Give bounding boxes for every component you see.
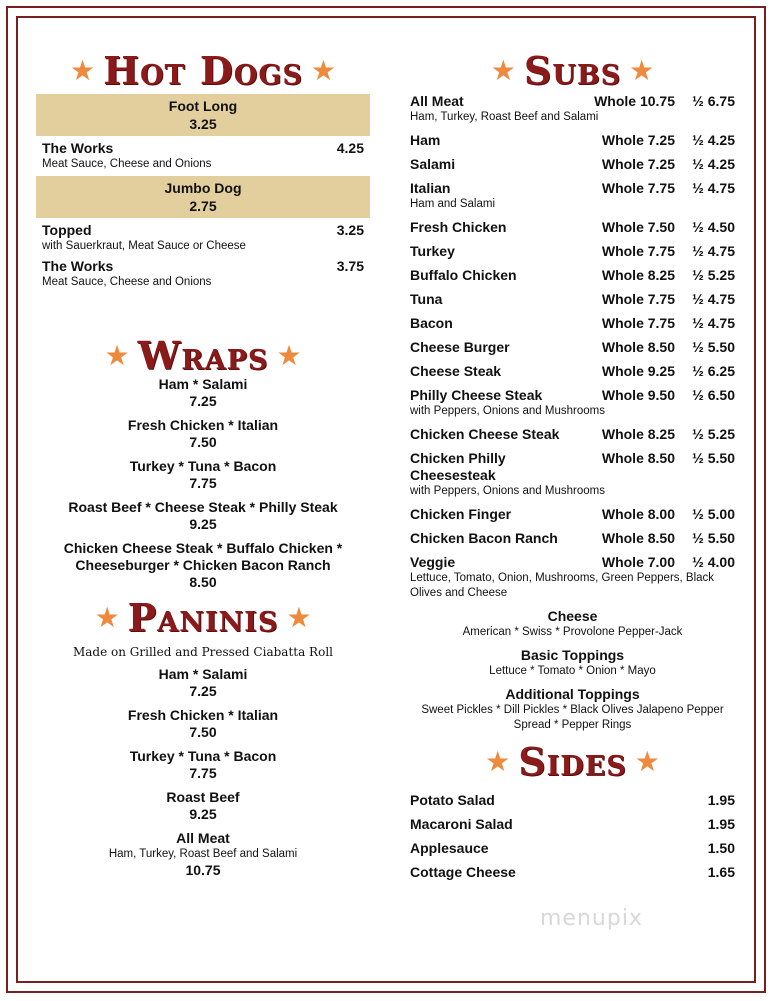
star-icon: ★ — [94, 602, 120, 633]
subs-title: Subs — [523, 48, 622, 93]
hot-dog-row — [36, 258, 370, 275]
sub-row — [410, 315, 735, 332]
item-name: Roast Beef * Cheese Steak * Philly Steak — [68, 499, 338, 515]
sides-header — [410, 739, 735, 785]
item-name: Chicken Bacon Ranch — [410, 530, 558, 546]
item-description: Meat Sauce, Cheese and Onions — [42, 158, 212, 170]
sub-row — [410, 132, 735, 149]
whole-price: Whole 8.25 — [601, 267, 675, 283]
half-price: ½ 6.50 — [692, 387, 735, 403]
whole-price: Whole 8.50 — [601, 530, 675, 546]
item-name: Buffalo Chicken — [410, 267, 517, 283]
item-description: Meat Sauce, Cheese and Onions — [42, 276, 212, 288]
item-name: Roast Beef — [166, 789, 240, 805]
item-name: Chicken Cheese Steak — [410, 426, 560, 442]
whole-price: Whole 8.00 — [601, 506, 675, 522]
star-icon: ★ — [286, 602, 312, 633]
star-icon: ★ — [634, 746, 660, 777]
sub-row — [410, 156, 735, 173]
item-name: Turkey * Tuna * Bacon — [129, 458, 277, 474]
star-icon: ★ — [485, 746, 511, 777]
item-name: Applesauce — [410, 840, 489, 856]
side-row — [410, 840, 735, 857]
item-description: with Sauerkraut, Meat Sauce or Cheese — [42, 240, 246, 252]
half-price: ½ 4.75 — [692, 180, 735, 196]
additional-toppings-label: Additional Toppings — [505, 686, 640, 702]
item-price: 1.95 — [707, 816, 735, 832]
wrap-item — [36, 499, 370, 533]
wraps-items — [36, 376, 370, 591]
item-name: Salami — [410, 156, 456, 172]
half-price: ½ 5.25 — [692, 267, 735, 283]
item-price: 1.65 — [707, 864, 735, 880]
wrap-item — [36, 376, 370, 410]
item-description: with Peppers, Onions and Mushrooms — [410, 405, 605, 417]
item-name: Cottage Cheese — [410, 864, 516, 880]
foot-long-price: 3.25 — [189, 116, 217, 132]
hot-dog-row — [36, 222, 370, 239]
item-name: Macaroni Salad — [410, 816, 513, 832]
item-name: Ham * Salami — [158, 666, 248, 682]
item-name: Chicken Finger — [410, 506, 512, 522]
item-name: Ham * Salami — [158, 376, 248, 392]
paninis-title: Paninis — [127, 595, 279, 640]
star-icon: ★ — [490, 55, 516, 86]
whole-price: Whole 8.50 — [601, 339, 675, 355]
item-name: All Meat — [176, 830, 230, 846]
paninis-items — [36, 666, 370, 879]
sub-row — [410, 426, 735, 443]
whole-price: Whole 7.75 — [601, 180, 675, 196]
item-price: 7.75 — [189, 765, 217, 781]
item-price: 1.95 — [707, 792, 735, 808]
panini-item — [36, 748, 370, 782]
item-description: Ham and Salami — [410, 198, 496, 210]
wrap-item — [36, 417, 370, 451]
sub-row — [410, 267, 735, 284]
half-price: ½ 4.75 — [692, 315, 735, 331]
item-name: Italian — [410, 180, 451, 196]
item-price: 10.75 — [185, 862, 221, 878]
additional-toppings-list: Sweet Pickles * Dill Pickles * Black Olives Jalapeno Pepper Spread * Pepper Rings — [421, 704, 724, 731]
side-row — [410, 864, 735, 881]
star-icon: ★ — [104, 340, 130, 371]
foot-long-label: Foot Long — [168, 98, 238, 114]
foot-long-items — [36, 140, 370, 172]
paninis-note: Made on Grilled and Pressed Ciabatta Roll — [72, 645, 333, 659]
whole-price: Whole 8.50 — [601, 450, 675, 466]
panini-item — [36, 707, 370, 741]
item-name: Fresh Chicken * Italian — [127, 707, 279, 723]
jumbo-dog-band — [36, 176, 370, 218]
item-name: Cheese Steak — [410, 363, 502, 379]
subs-header — [410, 48, 735, 94]
half-price: ½ 4.00 — [692, 554, 735, 570]
item-price: 7.25 — [189, 683, 217, 699]
item-name: Veggie — [410, 554, 456, 570]
whole-price: Whole 7.75 — [601, 315, 675, 331]
item-description: Lettuce, Tomato, Onion, Mushrooms, Green Peppers, Black Olives and Cheese — [410, 572, 715, 599]
wrap-item — [36, 458, 370, 492]
item-name: Fresh Chicken — [410, 219, 507, 235]
whole-price: Whole 7.25 — [601, 132, 675, 148]
star-icon: ★ — [629, 55, 655, 86]
item-name: Fresh Chicken * Italian — [127, 417, 279, 433]
whole-price: Whole 7.25 — [601, 156, 675, 172]
cheese-list: American * Swiss * Provolone Pepper-Jack — [462, 626, 683, 638]
sub-row — [410, 219, 735, 236]
whole-price: Whole 10.75 — [594, 93, 675, 109]
whole-price: Whole 7.75 — [601, 243, 675, 259]
side-row — [410, 816, 735, 833]
sub-row — [410, 93, 735, 110]
item-name: The Works — [42, 140, 114, 156]
item-name: Tuna — [410, 291, 443, 307]
item-price: 1.50 — [707, 840, 735, 856]
star-icon: ★ — [70, 55, 96, 86]
wraps-header — [36, 333, 370, 379]
basic-toppings-label: Basic Toppings — [520, 647, 625, 663]
item-price: 9.25 — [189, 516, 217, 532]
half-price: ½ 4.75 — [692, 291, 735, 307]
hot-dogs-title: Hot Dogs — [103, 48, 303, 93]
item-price: 4.25 — [336, 140, 364, 156]
star-icon: ★ — [310, 55, 336, 86]
subs-items — [410, 93, 735, 601]
half-price: ½ 4.25 — [692, 156, 735, 172]
item-description: Ham, Turkey, Roast Beef and Salami — [410, 111, 599, 123]
half-price: ½ 4.75 — [692, 243, 735, 259]
item-name: Philly Cheese Steak — [410, 387, 543, 403]
panini-item — [36, 789, 370, 823]
item-price: 7.50 — [189, 724, 217, 740]
item-name: Chicken Philly Cheesesteak — [410, 450, 506, 483]
sub-row — [410, 291, 735, 308]
sides-title: Sides — [518, 739, 627, 784]
paninis-header — [36, 595, 370, 641]
item-name: Turkey * Tuna * Bacon — [129, 748, 277, 764]
half-price: ½ 5.25 — [692, 426, 735, 442]
item-price: 3.25 — [336, 222, 364, 238]
sub-row — [410, 243, 735, 260]
panini-item — [36, 830, 370, 879]
wrap-item — [36, 540, 370, 591]
sub-row — [410, 180, 735, 197]
item-description: Ham, Turkey, Roast Beef and Salami — [108, 848, 298, 860]
sub-row — [410, 363, 735, 380]
sub-row — [410, 506, 735, 523]
item-price: 7.50 — [189, 434, 217, 450]
whole-price: Whole 7.00 — [601, 554, 675, 570]
item-name: All Meat — [410, 93, 464, 109]
foot-long-band — [36, 94, 370, 136]
sub-row — [410, 450, 735, 484]
sub-row — [410, 339, 735, 356]
item-name: Bacon — [410, 315, 453, 331]
side-row — [410, 792, 735, 809]
panini-item — [36, 666, 370, 700]
hot-dogs-header — [36, 48, 370, 94]
half-price: ½ 5.00 — [692, 506, 735, 522]
item-price: 7.25 — [189, 393, 217, 409]
sub-row — [410, 530, 735, 547]
whole-price: Whole 9.50 — [601, 387, 675, 403]
sides-items — [410, 792, 735, 881]
half-price: ½ 6.75 — [692, 93, 735, 109]
right-column — [410, 48, 735, 881]
item-name: Topped — [42, 222, 92, 238]
item-name: Cheese Burger — [410, 339, 510, 355]
item-price: 9.25 — [189, 806, 217, 822]
hot-dog-row — [36, 140, 370, 157]
item-name: Ham — [410, 132, 441, 148]
item-description: with Peppers, Onions and Mushrooms — [410, 485, 605, 497]
whole-price: Whole 8.25 — [601, 426, 675, 442]
sub-row — [410, 554, 735, 571]
jumbo-dog-price: 2.75 — [189, 198, 217, 214]
watermark: menupix — [540, 906, 643, 931]
item-price: 3.75 — [336, 258, 364, 274]
jumbo-dog-items — [36, 222, 370, 290]
item-name: Turkey — [410, 243, 455, 259]
whole-price: Whole 7.75 — [601, 291, 675, 307]
item-price: 7.75 — [189, 475, 217, 491]
item-name: Chicken Cheese Steak * Buffalo Chicken * Cheeseburger * Chicken Bacon Ranch — [63, 540, 343, 573]
half-price: ½ 4.50 — [692, 219, 735, 235]
item-name: The Works — [42, 258, 114, 274]
whole-price: Whole 7.50 — [601, 219, 675, 235]
left-column — [36, 48, 370, 879]
half-price: ½ 4.25 — [692, 132, 735, 148]
star-icon: ★ — [276, 340, 302, 371]
half-price: ½ 5.50 — [692, 450, 735, 466]
cheese-label: Cheese — [547, 608, 598, 624]
whole-price: Whole 9.25 — [601, 363, 675, 379]
basic-toppings-list: Lettuce * Tomato * Onion * Mayo — [489, 665, 656, 677]
half-price: ½ 5.50 — [692, 530, 735, 546]
half-price: ½ 6.25 — [692, 363, 735, 379]
jumbo-dog-label: Jumbo Dog — [164, 180, 242, 196]
half-price: ½ 5.50 — [692, 339, 735, 355]
wraps-title: Wraps — [137, 333, 269, 378]
item-price: 8.50 — [189, 574, 217, 590]
sub-row — [410, 387, 735, 404]
item-name: Potato Salad — [410, 792, 495, 808]
